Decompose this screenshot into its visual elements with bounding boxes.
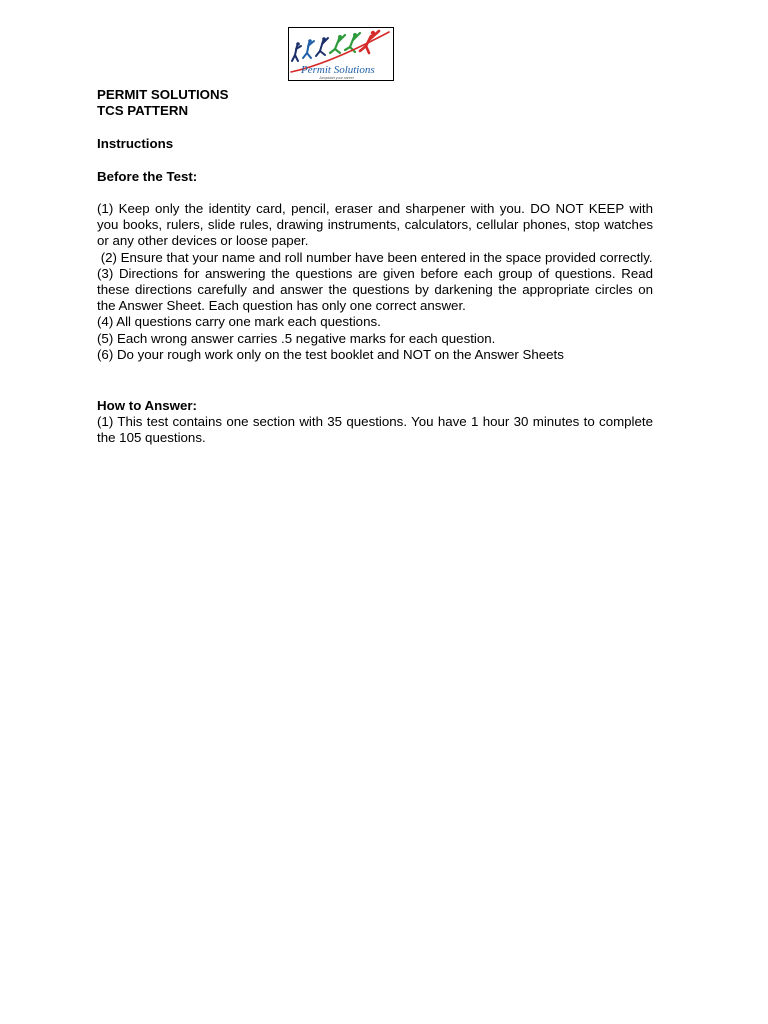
list-item: (6) Do your rough work only on the test booklet and NOT on the Answer Sheets — [97, 346, 564, 362]
document-header — [97, 87, 653, 119]
logo-tagline: Jumpstart your career — [319, 76, 354, 80]
list-item: (5) Each wrong answer carries .5 negative marks for each question. — [97, 330, 496, 346]
list-item: (4) All questions carry one mark each questions. — [97, 314, 381, 330]
logo-text: Permit Solutions — [301, 64, 375, 76]
before-test-list — [97, 201, 653, 363]
header-line-1: PERMIT SOLUTIONS — [97, 87, 229, 102]
instructions-title: Instructions — [97, 136, 174, 151]
list-item: (1) Keep only the identity card, pencil, eraser and sharpener with you. DO NOT KEEP with you books, rulers, slide rules, drawing instruments, calculators, cellular phones, stop watches or any other devices or loose paper. — [97, 201, 653, 249]
header-line-2: TCS PATTERN — [97, 103, 189, 119]
before-test-heading: Before the Test: — [97, 169, 198, 184]
list-item: (1) This test contains one section with 35 questions. You have 1 hour 30 minutes to complete the 105 questions. — [97, 414, 653, 446]
how-to-answer-list — [97, 414, 653, 446]
list-item: (2) Ensure that your name and roll number have been entered in the space provided correctly. — [97, 249, 653, 265]
list-item: (3) Directions for answering the questions are given before each group of questions. Read these directions carefully and answer the questions by darkening the appropriate circles on the Answer Sheet. Each question has only one correct answer. — [97, 265, 653, 314]
logo-graphic — [289, 28, 393, 80]
how-to-answer-heading: How to Answer: — [97, 398, 197, 413]
permit-solutions-logo — [288, 27, 394, 81]
